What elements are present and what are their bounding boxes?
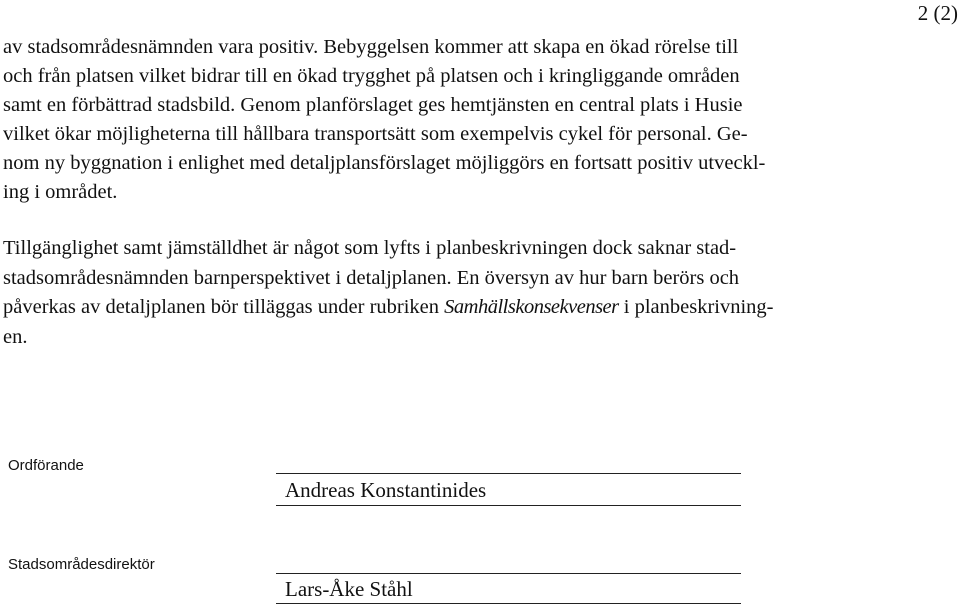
section-title-reference: Samhällskonsekvenser — [444, 296, 619, 318]
signature-line — [276, 473, 741, 474]
signature-name-chair: Andreas Konstantinides — [285, 478, 487, 502]
text-line: Tillgänglighet samt jämställdhet är något som lyfts i planbeskrivningen dock saknar stad- — [3, 237, 737, 259]
signature-role-director: Stadsområdesdirektör — [8, 556, 155, 573]
text-line: en. — [3, 325, 28, 348]
signature-name-director: Lars-Åke Ståhl — [285, 577, 413, 601]
text-line: nom ny byggnation i enlighet med detaljplansförslaget möjliggörs en fortsatt positiv utveckl- — [3, 152, 766, 174]
text-line: stadsområdesnämnden barnperspektivet i detaljplanen. En översyn av hur barn berörs och — [3, 266, 740, 289]
text-line — [3, 293, 953, 323]
text-line: samt en förbättrad stadsbild. Genom planförslaget ges hemtjänsten en central plats i Husie — [3, 94, 743, 116]
divider-line — [276, 505, 741, 506]
text-line: vilket ökar möjligheterna till hållbara transportsätt som exempelvis cykel för personal. Ge- — [3, 123, 748, 145]
text-line: ing i området. — [3, 181, 118, 203]
text-line: och från platsen vilket bidrar till en ökad trygghet på platsen och i kringliggande områden — [3, 65, 740, 87]
text-segment: i planbeskrivning- — [618, 296, 774, 318]
body-paragraph-2 — [3, 234, 953, 352]
text-line: av stadsområdesnämnden vara positiv. Bebyggelsen kommer att skapa en ökad rörelse till — [3, 36, 739, 58]
signature-line — [276, 573, 741, 574]
body-paragraph-1 — [3, 33, 953, 207]
text-segment: påverkas av detaljplanen bör tilläggas under rubriken — [3, 296, 445, 318]
page-number: 2 (2) — [917, 1, 958, 25]
divider-line — [276, 603, 741, 604]
signature-role-chair: Ordförande — [8, 457, 84, 474]
